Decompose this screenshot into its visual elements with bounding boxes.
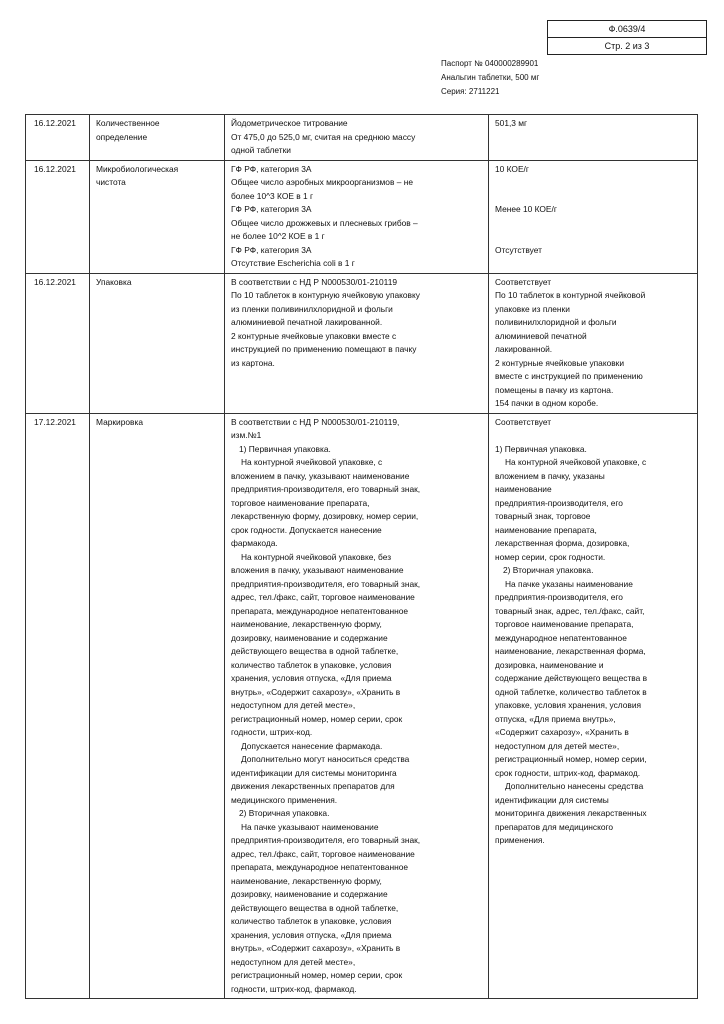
requirement-line: торговое наименование препарата, <box>231 497 370 508</box>
passport-block <box>441 57 539 99</box>
requirement-line: количество таблеток в упаковке, условия <box>231 916 392 926</box>
page-info: Стр. 2 из 3 <box>548 37 706 54</box>
requirement-line: одной таблетки <box>231 145 291 155</box>
result-line: Дополнительно нанесены средства <box>505 781 644 791</box>
requirement-cell <box>225 413 489 999</box>
result-line: дозировка, наименование и <box>495 659 604 670</box>
requirement-line: недоступном для детей месте», <box>231 700 356 710</box>
requirement-line: Общее число дрожжевых и плесневых грибов – <box>231 217 418 228</box>
requirement-cell <box>225 160 489 273</box>
test-results-table <box>25 114 698 999</box>
requirement-line: Допускается нанесение фармакода. <box>241 740 383 751</box>
requirement-line: лекарственную форму, дозировку, номер серии, <box>231 511 419 521</box>
result-line: 2 контурные ячейковые упаковки <box>495 357 625 368</box>
requirement-line: наименование, лекарственную форму, <box>231 875 382 886</box>
requirement-line: количество таблеток в упаковке, условия <box>231 659 392 670</box>
requirement-line: В соответствии с НД Р N000530/01-210119 <box>231 276 398 287</box>
requirement-line: медицинского применения. <box>231 794 338 805</box>
result-line <box>495 190 693 204</box>
requirement-line: алюминиевой печатной лакированной. <box>231 317 383 327</box>
form-code: Ф.0639/4 <box>608 24 646 34</box>
requirement-line: препарата, международное непатентованное <box>231 605 409 616</box>
result-line: содержание действующего вещества в <box>495 673 648 683</box>
result-line: «Содержит сахарозу», «Хранить в <box>495 727 629 737</box>
result-line: Соответствует <box>495 416 552 427</box>
test-date: 16.12.2021 <box>26 115 90 161</box>
requirement-line: не более 10^2 КОЕ в 1 г <box>231 231 325 241</box>
requirement-line: предприятия-производителя, его товарный знак, <box>231 835 421 845</box>
requirement-line: Отсутствие Escherichia coli в 1 г <box>231 258 355 268</box>
result-line: 2) Вторичная упаковка. <box>503 565 594 575</box>
requirement-line: 1) Первичная упаковка. <box>239 443 331 454</box>
result-line: недоступном для детей месте», <box>495 740 620 751</box>
test-name-cell <box>90 273 225 413</box>
requirement-line: срок годности. Допускается нанесение <box>231 524 382 535</box>
requirement-line: На пачке указывают наименование <box>241 821 379 832</box>
requirement-line: хранения, условия отпуска, «Для приема <box>231 673 392 683</box>
table-row <box>26 413 698 999</box>
requirement-line: вложения в пачку, указывают наименование <box>231 565 404 575</box>
test-name-cell <box>90 115 225 161</box>
result-line: наименование препарата, <box>495 524 597 535</box>
requirement-line: внутрь», «Содержит сахарозу», «Хранить в <box>231 686 401 697</box>
result-line: упаковке, условия хранения, условия <box>495 700 642 710</box>
result-line: предприятия-производителя, его <box>495 592 623 602</box>
requirement-line: ГФ РФ, категория 3А <box>231 163 312 174</box>
result-line: отпуска, «Для приема внутрь», <box>495 713 616 724</box>
result-line: По 10 таблеток в контурной ячейковой <box>495 290 646 300</box>
requirement-line: дозировку, наименование и содержание <box>231 889 388 899</box>
test-name-line: Упаковка <box>96 276 132 287</box>
requirement-line: недоступном для детей месте», <box>231 956 356 967</box>
result-line <box>495 217 693 231</box>
result-line: применения. <box>495 835 545 845</box>
requirement-line: Йодометрическое титрование <box>231 118 348 128</box>
test-name-line: Маркировка <box>96 416 143 427</box>
requirement-line: годности, штрих-код. <box>231 727 313 737</box>
requirement-line: адрес, тел./факс, сайт, торговое наименование <box>231 592 415 602</box>
requirement-line: 2) Вторичная упаковка. <box>239 808 330 818</box>
test-name-line: Микробиологическая <box>96 163 179 174</box>
test-date: 16.12.2021 <box>26 160 90 273</box>
result-line: номер серии, срок годности. <box>495 551 606 562</box>
requirement-line: На контурной ячейковой упаковке, без <box>241 551 392 562</box>
result-line: Соответствует <box>495 276 552 287</box>
requirement-line: из пленки поливинилхлоридной и фольги <box>231 303 393 314</box>
result-line: На контурной ячейковой упаковке, с <box>505 457 647 467</box>
result-line: мониторинга движения лекарственных <box>495 808 647 818</box>
result-line: идентификации для системы <box>495 794 609 805</box>
series-number: Серия: 2711221 <box>441 87 500 96</box>
requirement-line: регистрационный номер, номер серии, срок <box>231 970 403 980</box>
requirement-line: движения лекарственных препаратов для <box>231 781 395 791</box>
result-line: международное непатентованное <box>495 632 627 643</box>
result-line <box>495 429 693 443</box>
result-line: одной таблетке, количество таблеток в <box>495 686 647 697</box>
result-line: 1) Первичная упаковка. <box>495 443 587 454</box>
requirement-line: внутрь», «Содержит сахарозу», «Хранить в <box>231 943 401 953</box>
table-row <box>26 273 698 413</box>
test-name-line: определение <box>96 131 148 142</box>
requirement-line: препарата, международное непатентованное <box>231 862 409 872</box>
requirement-line: На контурной ячейковой упаковке, с <box>241 457 383 467</box>
requirement-line: наименование, лекарственную форму, <box>231 619 382 629</box>
requirement-line: фармакода. <box>231 538 278 548</box>
test-date: 16.12.2021 <box>26 273 90 413</box>
result-line: вместе с инструкцией по применению <box>495 371 643 381</box>
requirement-line: ГФ РФ, категория 3А <box>231 204 312 214</box>
requirement-line: хранения, условия отпуска, «Для приема <box>231 929 392 940</box>
requirement-line: более 10^3 КОЕ в 1 г <box>231 190 314 201</box>
requirement-line: действующего вещества в одной таблетке, <box>231 902 399 913</box>
passport-number: Паспорт № 040000289901 <box>441 59 539 68</box>
result-line: вложением в пачку, указаны <box>495 470 605 481</box>
table-row <box>26 115 698 161</box>
result-line: 154 пачки в одном коробе. <box>495 398 599 408</box>
result-line: лекарственная форма, дозировка, <box>495 538 630 548</box>
test-name-line: чистота <box>96 177 126 187</box>
result-cell <box>489 413 698 999</box>
requirement-line: вложением в пачку, указывают наименование <box>231 470 410 481</box>
requirement-line: В соответствии с НД Р N000530/01-210119, <box>231 416 400 427</box>
result-line: Менее 10 КОЕ/г <box>495 204 557 214</box>
result-line: препаратов для медицинского <box>495 821 614 832</box>
result-line: алюминиевой печатной <box>495 330 587 341</box>
result-line: регистрационный номер, номер серии, <box>495 754 647 764</box>
result-line: поливинилхлоридной и фольги <box>495 317 617 327</box>
requirement-line: дозировку, наименование и содержание <box>231 632 388 643</box>
requirement-line: предприятия-производителя, его товарный знак, <box>231 484 421 494</box>
result-line: наименование <box>495 484 552 494</box>
requirement-line: Дополнительно могут наноситься средства <box>241 754 410 764</box>
test-date: 17.12.2021 <box>26 413 90 999</box>
result-cell <box>489 273 698 413</box>
requirement-line: ГФ РФ, категория 3А <box>231 244 312 255</box>
requirement-cell <box>225 273 489 413</box>
test-name-line: Количественное <box>96 118 160 128</box>
requirement-line: идентификации для системы мониторинга <box>231 767 397 778</box>
table-row <box>26 160 698 273</box>
requirement-line: Общее число аэробных микроорганизмов – не <box>231 177 414 187</box>
requirement-line: По 10 таблеток в контурную ячейковую упаковку <box>231 290 420 300</box>
test-name-cell <box>90 413 225 999</box>
result-line: помещены в пачку из картона. <box>495 384 614 395</box>
result-line: товарный знак, адрес, тел./факс, сайт, <box>495 605 645 616</box>
result-line: предприятия-производителя, его <box>495 497 623 508</box>
requirement-line: адрес, тел./факс, сайт, торговое наименование <box>231 848 415 859</box>
requirement-line: регистрационный номер, номер серии, срок <box>231 713 403 724</box>
result-cell <box>489 160 698 273</box>
result-line: упаковке из пленки <box>495 303 570 314</box>
product-name: Анальгин таблетки, 500 мг <box>441 73 540 82</box>
result-line: 10 КОЕ/г <box>495 163 529 174</box>
test-name-cell <box>90 160 225 273</box>
result-line: лакированной. <box>495 344 553 354</box>
requirement-cell <box>225 115 489 161</box>
form-code-box <box>547 20 707 55</box>
result-line: торговое наименование препарата, <box>495 619 634 629</box>
result-line: наименование, лекарственная форма, <box>495 646 646 656</box>
requirement-line: изм.№1 <box>231 430 262 440</box>
requirement-line: действующего вещества в одной таблетке, <box>231 646 399 656</box>
result-line: 501,3 мг <box>495 118 528 128</box>
result-line: товарный знак, торговое <box>495 511 591 521</box>
requirement-line: инструкцией по применению помещают в пачку <box>231 344 417 354</box>
result-line <box>495 230 693 244</box>
requirement-line: От 475,0 до 525,0 мг, считая на среднюю массу <box>231 131 416 142</box>
result-line: срок годности, штрих-код, фармакод. <box>495 767 641 778</box>
result-line: Отсутствует <box>495 244 542 255</box>
requirement-line: 2 контурные ячейковые упаковки вместе с <box>231 330 397 341</box>
result-line <box>495 176 693 190</box>
requirement-line: предприятия-производителя, его товарный знак, <box>231 578 421 589</box>
requirement-line: годности, штрих-код, фармакод. <box>231 983 357 994</box>
result-cell <box>489 115 698 161</box>
requirement-line: из картона. <box>231 357 275 368</box>
result-line: На пачке указаны наименование <box>505 578 633 589</box>
